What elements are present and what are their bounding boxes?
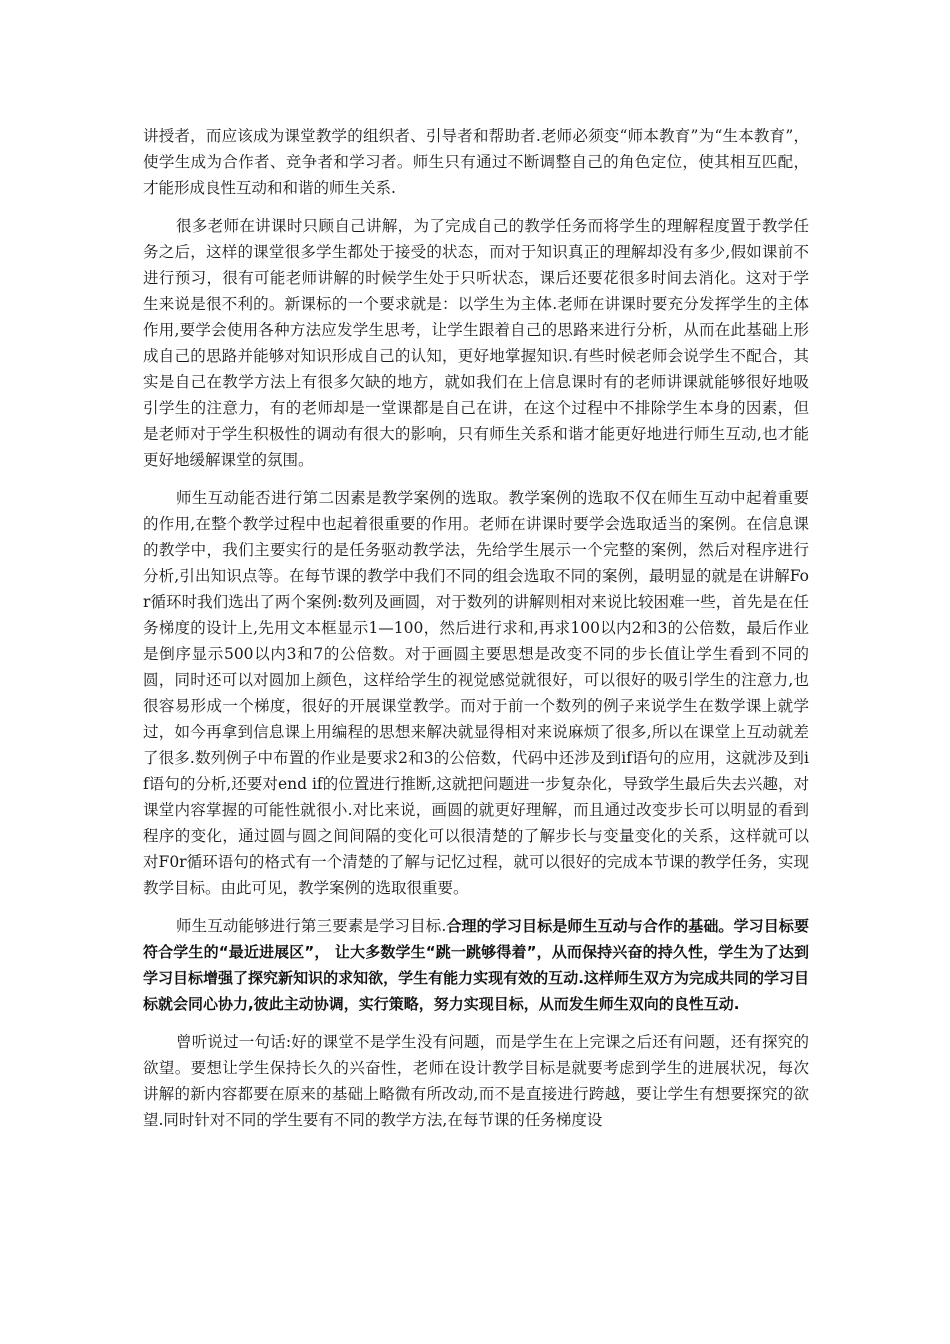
paragraph-5: 曾听说过一句话:好的课堂不是学生没有问题，而是学生在上完课之后还有问题，还有探究的欲望。要想让学生保持长久的兴奋性，老师在设计教学目标是就要考虑到学生的进展状况，每次讲解的新内容都要在原来的基础上略微有所改动,而不是直接进行跨越，要让学生有想要探究的欲望.同时针对不同的学生要有不同的教学方法,在每节课的任务梯度设: [143, 1033, 809, 1129]
paragraph-4-lead: 师生互动能够进行第三要素是学习目标.: [176, 917, 447, 935]
document-body: [143, 123, 809, 1145]
paragraph-1: 讲授者，而应该成为课堂教学的组织者、引导者和帮助者.老师必须变“师本教育”为“生本教育”，使学生成为合作者、竞争者和学习者。师生只有通过不断调整自己的角色定位，使其相互匹配，才能形成良性互动和和谐的师生关系.: [143, 127, 809, 197]
paragraph-4: [143, 913, 809, 1017]
paragraph-4-bold: 合理的学习目标是师生互动与合作的基础。学习目标要符合学生的“最近进展区”， 让大多数学生“跳一跳够得着”，从而保持兴奋的持久性，学生为了达到学习目标增强了探究新知识的求知欲，学生有能力实现有效的互动.这样师生双方为完成共同的学习目标就会同心协力,彼此主动协调，实行策略，努力实现目标，从而发生师生双向的良性互动.: [143, 917, 809, 1013]
paragraph-2: 很多老师在讲课时只顾自己讲解，为了完成自己的教学任务而将学生的理解程度置于教学任务之后，这样的课堂很多学生都处于接受的状态，而对于知识真正的理解却没有多少,假如课前不进行预习，很有可能老师讲解的时候学生处于只听状态，课后还要花很多时间去消化。这对于学生来说是很不利的。新课标的一个要求就是：以学生为主体.老师在讲课时要充分发挥学生的主体作用,要学会使用各种方法应发学生思考，让学生跟着自己的思路来进行分析，从而在此基础上形成自己的思路并能够对知识形成自己的认知，更好地掌握知识.有些时候老师会说学生不配合，其实是自己在教学方法上有很多欠缺的地方，就如我们在上信息课时有的老师讲课就能够很好地吸引学生的注意力，有的老师却是一堂课都是自己在讲，在这个过程中不排除学生本身的因素，但是老师对于学生积极性的调动有很大的影响，只有师生关系和谐才能更好地进行师生互动,也才能更好地缓解课堂的氛围。: [143, 217, 809, 469]
paragraph-3: 师生互动能否进行第二因素是教学案例的选取。教学案例的选取不仅在师生互动中起着重要的作用,在整个教学过程中也起着很重要的作用。老师在讲课时要学会选取适当的案例。在信息课的教学中，我们主要实行的是任务驱动教学法，先给学生展示一个完整的案例，然后对程序进行分析,引出知识点等。在每节课的教学中我们不同的组会选取不同的案例，最明显的就是在讲解For循环时我们选出了两个案例:数列及画圆，对于数列的讲解则相对来说比较困难一些，首先是在任务梯度的设计上,先用文本框显示1—100，然后进行求和,再求100以内2和3的公倍数，最后作业是倒序显示500以内3和7的公倍数。对于画圆主要思想是改变不同的步长值让学生看到不同的圆，同时还可以对圆加上颜色，这样给学生的视觉感觉就很好，可以很好的吸引学生的注意力,也很容易形成一个梯度，很好的开展课堂教学。而对于前一个数列的例子来说学生在数学课上就学过，如今再拿到信息课上用编程的思想来解决就显得相对来说麻烦了很多,所以在课堂上互动就差了很多.数列例子中布置的作业是要求2和3的公倍数，代码中还涉及到if语句的应用，这就涉及到if语句的分析,还要对end if的位置进行推断,这就把问题进一步复杂化，导致学生最后失去兴趣，对课堂内容掌握的可能性就很小.对比来说，画圆的就更好理解，而且通过改变步长可以明显的看到程序的变化，通过圆与圆之间间隔的变化可以很清楚的了解步长与变量变化的关系，这样就可以对F0r循环语句的格式有一个清楚的了解与记忆过程，就可以很好的完成本节课的教学任务，实现教学目标。由此可见，教学案例的选取很重要。: [143, 489, 809, 897]
